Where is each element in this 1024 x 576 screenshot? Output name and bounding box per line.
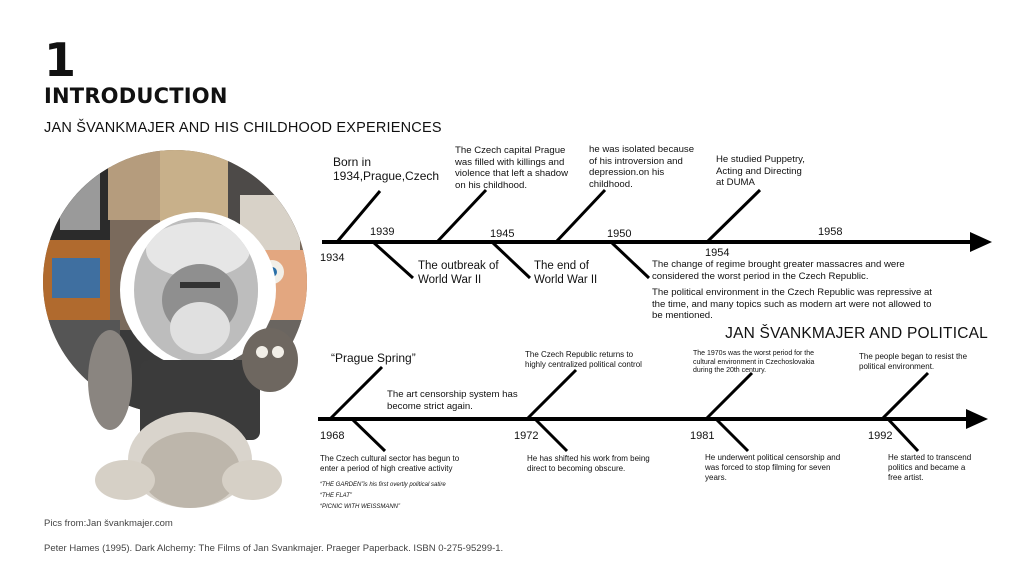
year-label: 1992 <box>868 430 893 442</box>
branch-1954 <box>707 190 760 242</box>
event-ww2-end: The end of World War II <box>534 260 598 286</box>
branch-1981-down <box>716 419 748 451</box>
year-label: 1954 <box>705 247 730 259</box>
event-repressive: The political environment in the Czech Republic was repressive at the time, and many topics such as modern art were not allowed to be mentioned. <box>652 287 932 321</box>
branch-1972-up <box>527 370 576 419</box>
section-number: 1 <box>44 33 77 87</box>
branch-1968-up <box>330 367 382 419</box>
event-transcend: He started to transcend politics and became a free artist. <box>888 453 972 482</box>
event-prague-violence: The Czech capital Prague was filled with killings and violence that left a shadow on his childhood. <box>455 145 569 191</box>
event-stop-filming: He underwent political censorship and was forced to stop filming for seven years. <box>705 453 841 482</box>
year-label: 1981 <box>690 430 715 442</box>
timeline-1-arrow <box>970 232 992 252</box>
portrait-collage-image <box>40 150 310 508</box>
event-censorship-strict: The art censorship system has become strict again. <box>387 389 518 412</box>
year-label: 1968 <box>320 430 345 442</box>
branch-1972-down <box>535 419 567 451</box>
year-label: 1945 <box>490 228 515 240</box>
year-label: 1950 <box>607 228 632 240</box>
year-label: 1958 <box>818 226 843 238</box>
page-title: INTRODUCTION <box>44 84 228 108</box>
branch-1992-up <box>882 373 928 419</box>
event-isolated: he was isolated because of his introversion and depression.on his childhood. <box>589 144 695 190</box>
event-ww2-start: The outbreak of World War II <box>418 260 499 286</box>
event-centralized: The Czech Republic returns to highly centralized political control <box>525 350 642 369</box>
work-picnic: “PICNIC WITH WEISSMANN” <box>320 504 400 510</box>
section-2-title: JAN ŠVANKMAJER AND POLITICAL <box>725 325 988 342</box>
page-subtitle: JAN ŠVANKMAJER AND HIS CHILDHOOD EXPERIENCES <box>44 120 442 136</box>
year-label: 1939 <box>370 226 395 238</box>
work-the-garden: “THE GARDEN”is his first overtly political satire <box>320 482 446 488</box>
year-label: 1972 <box>514 430 539 442</box>
event-worst-1970s: The 1970s was the worst period for the cultural environment in Czechoslovakia during the 20th century. <box>693 350 815 374</box>
branch-1981-up <box>706 373 752 419</box>
timeline-2-arrow <box>966 409 988 429</box>
branch-1992-down <box>888 419 918 451</box>
event-born: Born in 1934,Prague,Czech <box>333 155 440 183</box>
branch-1939 <box>373 242 413 278</box>
event-creative-activity: The Czech cultural sector has begun to enter a period of high creative activity <box>320 454 460 473</box>
event-prague-spring: “Prague Spring” <box>331 351 416 365</box>
work-the-flat: “THE FLAT” <box>320 493 352 499</box>
branch-1950-down <box>611 242 649 278</box>
event-obscure: He has shifted his work from being direct to becoming obscure. <box>527 454 650 473</box>
pics-credit: Pics from:Jan švankmajer.com <box>44 518 173 529</box>
event-regime-change: The change of regime brought greater massacres and were considered the worst period in the Czech Republic. <box>652 259 905 282</box>
event-puppetry: He studied Puppetry, Acting and Directing at DUMA <box>716 154 805 188</box>
branch-1950-up <box>556 190 605 242</box>
branch-1968-down <box>352 419 385 451</box>
citation: Peter Hames (1995). Dark Alchemy: The Films of Jan Svankmajer. Praeger Paperback. ISBN 0-275-95299-1. <box>44 543 504 554</box>
branch-1945-up <box>437 190 486 242</box>
event-resist: The people began to resist the political environment. <box>859 352 968 371</box>
year-label: 1934 <box>320 252 345 264</box>
